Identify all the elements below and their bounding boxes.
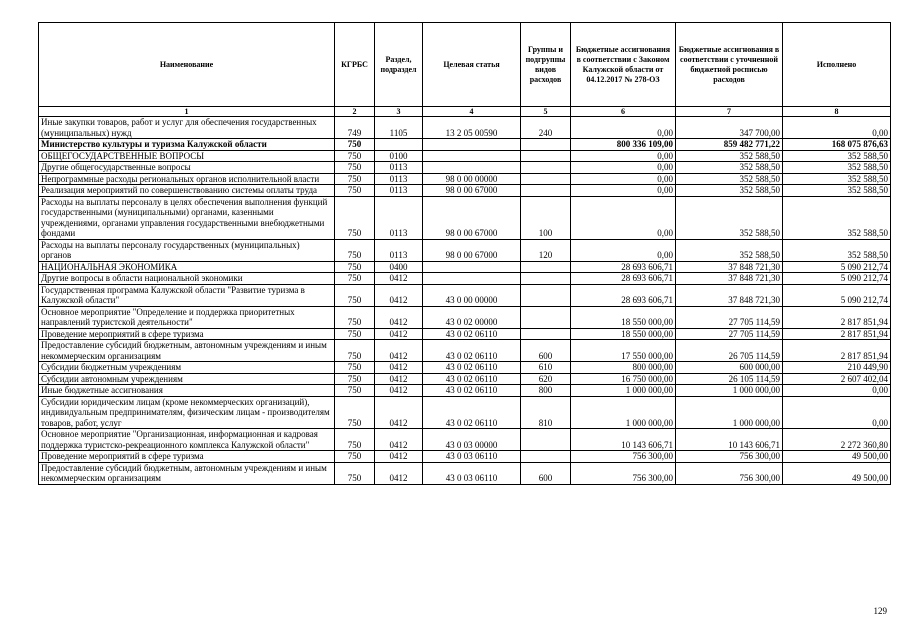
- cell-law: 756 300,00: [571, 462, 676, 484]
- cell-name: Субсидии юридическим лицам (кроме некоммерческих организаций), индивидуальным предпринимателям, физическим лицам - производителям товаров, работ, услуг: [39, 396, 335, 429]
- cell-refined: 27 705 114,59: [676, 328, 783, 340]
- cell-executed: 2 817 851,94: [783, 340, 891, 362]
- cell-law: 18 550 000,00: [571, 328, 676, 340]
- cell-vr: 240: [521, 117, 571, 139]
- cell-name: Предоставление субсидий бюджетным, автономным учреждениям и иным некоммерческим организациям: [39, 340, 335, 362]
- col-num: 1: [39, 107, 335, 117]
- cell-razdel: 0412: [375, 284, 423, 306]
- cell-vr: [521, 284, 571, 306]
- cell-law: 0,00: [571, 150, 676, 162]
- header-executed: Исполнено: [783, 23, 891, 107]
- cell-law: 800 336 109,00: [571, 139, 676, 151]
- col-num: 8: [783, 107, 891, 117]
- cell-name: Иные закупки товаров, работ и услуг для обеспечения государственных (муниципальных) нужд: [39, 117, 335, 139]
- cell-executed: 352 588,50: [783, 162, 891, 174]
- cell-name: Проведение мероприятий в сфере туризма: [39, 328, 335, 340]
- cell-executed: 352 588,50: [783, 196, 891, 239]
- cell-target: 43 0 02 06110: [423, 396, 521, 429]
- cell-refined: 352 588,50: [676, 196, 783, 239]
- table-row: [39, 373, 891, 385]
- cell-name: Проведение мероприятий в сфере туризма: [39, 451, 335, 463]
- cell-razdel: 1105: [375, 117, 423, 139]
- cell-vr: [521, 173, 571, 185]
- cell-kgrbs: 750: [335, 139, 375, 151]
- cell-refined: 352 588,50: [676, 162, 783, 174]
- cell-vr: [521, 261, 571, 273]
- cell-target: 13 2 05 00590: [423, 117, 521, 139]
- cell-vr: 620: [521, 373, 571, 385]
- cell-executed: 352 588,50: [783, 239, 891, 261]
- cell-executed: 49 500,00: [783, 451, 891, 463]
- cell-name: Предоставление субсидий бюджетным, автономным учреждениям и иным некоммерческим организациям: [39, 462, 335, 484]
- cell-executed: 352 588,50: [783, 150, 891, 162]
- cell-law: 0,00: [571, 117, 676, 139]
- table-row: [39, 306, 891, 328]
- cell-razdel: 0412: [375, 273, 423, 285]
- cell-name: Государственная программа Калужской области "Развитие туризма в Калужской области": [39, 284, 335, 306]
- cell-vr: 800: [521, 385, 571, 397]
- cell-name: ОБЩЕГОСУДАРСТВЕННЫЕ ВОПРОСЫ: [39, 150, 335, 162]
- cell-law: 0,00: [571, 196, 676, 239]
- cell-target: [423, 150, 521, 162]
- cell-razdel: 0113: [375, 173, 423, 185]
- cell-executed: 0,00: [783, 396, 891, 429]
- cell-target: 43 0 03 00000: [423, 429, 521, 451]
- cell-target: [423, 162, 521, 174]
- cell-law: 0,00: [571, 239, 676, 261]
- cell-kgrbs: 750: [335, 328, 375, 340]
- cell-kgrbs: 750: [335, 284, 375, 306]
- cell-target: [423, 273, 521, 285]
- cell-executed: 2 272 360,80: [783, 429, 891, 451]
- cell-kgrbs: 750: [335, 196, 375, 239]
- header-groups: Группы и подгруппы видов расходов: [521, 23, 571, 107]
- cell-vr: [521, 306, 571, 328]
- col-num: 7: [676, 107, 783, 117]
- cell-vr: [521, 162, 571, 174]
- cell-razdel: 0412: [375, 451, 423, 463]
- cell-target: 43 0 02 06110: [423, 373, 521, 385]
- col-num: 2: [335, 107, 375, 117]
- cell-executed: 0,00: [783, 385, 891, 397]
- cell-vr: [521, 429, 571, 451]
- cell-kgrbs: 750: [335, 340, 375, 362]
- cell-razdel: 0412: [375, 328, 423, 340]
- cell-vr: [521, 328, 571, 340]
- cell-refined: 352 588,50: [676, 239, 783, 261]
- cell-target: [423, 139, 521, 151]
- cell-executed: 2 607 402,04: [783, 373, 891, 385]
- cell-razdel: 0113: [375, 185, 423, 197]
- cell-kgrbs: 750: [335, 261, 375, 273]
- cell-razdel: [375, 139, 423, 151]
- cell-target: 43 0 03 06110: [423, 462, 521, 484]
- cell-law: 28 693 606,71: [571, 261, 676, 273]
- cell-vr: 610: [521, 362, 571, 374]
- table-row: [39, 284, 891, 306]
- cell-target: 43 0 00 00000: [423, 284, 521, 306]
- cell-executed: 0,00: [783, 117, 891, 139]
- cell-executed: 2 817 851,94: [783, 306, 891, 328]
- header-row: [39, 23, 891, 107]
- cell-kgrbs: 750: [335, 162, 375, 174]
- cell-kgrbs: 750: [335, 273, 375, 285]
- cell-name: НАЦИОНАЛЬНАЯ ЭКОНОМИКА: [39, 261, 335, 273]
- table-row: [39, 173, 891, 185]
- cell-kgrbs: 750: [335, 185, 375, 197]
- cell-kgrbs: 750: [335, 150, 375, 162]
- cell-razdel: 0412: [375, 373, 423, 385]
- table-row: [39, 396, 891, 429]
- header-refined: Бюджетные ассигнования в соответствии с уточненной бюджетной росписью расходов: [676, 23, 783, 107]
- cell-refined: 352 588,50: [676, 173, 783, 185]
- cell-refined: 37 848 721,30: [676, 261, 783, 273]
- cell-vr: [521, 139, 571, 151]
- cell-refined: 26 105 114,59: [676, 373, 783, 385]
- table-row: [39, 162, 891, 174]
- cell-refined: 27 705 114,59: [676, 306, 783, 328]
- header-kgrbs: КГРБС: [335, 23, 375, 107]
- cell-target: 43 0 02 00000: [423, 306, 521, 328]
- cell-target: 43 0 02 06110: [423, 328, 521, 340]
- cell-refined: 37 848 721,30: [676, 273, 783, 285]
- cell-law: 18 550 000,00: [571, 306, 676, 328]
- cell-refined: 756 300,00: [676, 451, 783, 463]
- cell-kgrbs: 749: [335, 117, 375, 139]
- cell-razdel: 0113: [375, 239, 423, 261]
- cell-kgrbs: 750: [335, 362, 375, 374]
- cell-refined: 1 000 000,00: [676, 396, 783, 429]
- cell-name: Реализация мероприятий по совершенствованию системы оплаты труда: [39, 185, 335, 197]
- cell-kgrbs: 750: [335, 173, 375, 185]
- cell-kgrbs: 750: [335, 429, 375, 451]
- cell-refined: 37 848 721,30: [676, 284, 783, 306]
- cell-target: 98 0 00 67000: [423, 196, 521, 239]
- cell-razdel: 0113: [375, 162, 423, 174]
- table-row: [39, 150, 891, 162]
- table-row: [39, 239, 891, 261]
- cell-name: Расходы на выплаты персоналу государственных (муниципальных) органов: [39, 239, 335, 261]
- table-row: [39, 451, 891, 463]
- cell-name: Субсидии автономным учреждениям: [39, 373, 335, 385]
- cell-kgrbs: 750: [335, 373, 375, 385]
- cell-law: 0,00: [571, 162, 676, 174]
- col-num: 4: [423, 107, 521, 117]
- header-name: Наименование: [39, 23, 335, 107]
- table-row: [39, 117, 891, 139]
- cell-kgrbs: 750: [335, 396, 375, 429]
- cell-refined: 600 000,00: [676, 362, 783, 374]
- cell-law: 28 693 606,71: [571, 273, 676, 285]
- cell-razdel: 0113: [375, 196, 423, 239]
- cell-executed: 210 449,90: [783, 362, 891, 374]
- cell-name: Другие вопросы в области национальной экономики: [39, 273, 335, 285]
- cell-razdel: 0412: [375, 385, 423, 397]
- cell-vr: [521, 150, 571, 162]
- cell-vr: 600: [521, 340, 571, 362]
- cell-razdel: 0412: [375, 396, 423, 429]
- cell-vr: 600: [521, 462, 571, 484]
- cell-razdel: 0400: [375, 261, 423, 273]
- cell-target: [423, 261, 521, 273]
- cell-target: 43 0 03 06110: [423, 451, 521, 463]
- cell-kgrbs: 750: [335, 451, 375, 463]
- cell-target: 43 0 02 06110: [423, 362, 521, 374]
- cell-refined: 859 482 771,22: [676, 139, 783, 151]
- header-razdel: Раздел, подраздел: [375, 23, 423, 107]
- table-row: [39, 340, 891, 362]
- cell-vr: [521, 273, 571, 285]
- cell-razdel: 0412: [375, 462, 423, 484]
- cell-target: 98 0 00 00000: [423, 173, 521, 185]
- table-row: [39, 362, 891, 374]
- cell-name: Основное мероприятие "Организационная, информационная и кадровая поддержка туристско-рекреационного комплекса Калужской области": [39, 429, 335, 451]
- cell-refined: 347 700,00: [676, 117, 783, 139]
- cell-vr: [521, 451, 571, 463]
- col-num: 3: [375, 107, 423, 117]
- cell-law: 10 143 606,71: [571, 429, 676, 451]
- cell-executed: 352 588,50: [783, 173, 891, 185]
- cell-vr: [521, 185, 571, 197]
- cell-kgrbs: 750: [335, 385, 375, 397]
- cell-executed: 352 588,50: [783, 185, 891, 197]
- cell-target: 98 0 00 67000: [423, 185, 521, 197]
- cell-refined: 352 588,50: [676, 185, 783, 197]
- cell-law: 1 000 000,00: [571, 396, 676, 429]
- table-row: [39, 385, 891, 397]
- cell-refined: 10 143 606,71: [676, 429, 783, 451]
- cell-law: 17 550 000,00: [571, 340, 676, 362]
- cell-name: Министерство культуры и туризма Калужской области: [39, 139, 335, 151]
- col-num: 5: [521, 107, 571, 117]
- table-row: [39, 273, 891, 285]
- table-row: [39, 328, 891, 340]
- cell-name: Иные бюджетные ассигнования: [39, 385, 335, 397]
- cell-refined: 1 000 000,00: [676, 385, 783, 397]
- cell-name: Субсидии бюджетным учреждениям: [39, 362, 335, 374]
- cell-executed: 49 500,00: [783, 462, 891, 484]
- table-row: [39, 261, 891, 273]
- cell-refined: 26 705 114,59: [676, 340, 783, 362]
- header-law: Бюджетные ассигнования в соответствии с Законом Калужской области от 04.12.2017 № 278-ОЗ: [571, 23, 676, 107]
- cell-kgrbs: 750: [335, 306, 375, 328]
- page-number: 129: [873, 606, 887, 616]
- table-row: [39, 196, 891, 239]
- table-row: [39, 185, 891, 197]
- cell-executed: 5 090 212,74: [783, 261, 891, 273]
- header-target: Целевая статья: [423, 23, 521, 107]
- cell-law: 16 750 000,00: [571, 373, 676, 385]
- cell-law: 756 300,00: [571, 451, 676, 463]
- cell-razdel: 0412: [375, 429, 423, 451]
- cell-law: 800 000,00: [571, 362, 676, 374]
- cell-vr: 100: [521, 196, 571, 239]
- cell-law: 0,00: [571, 185, 676, 197]
- table-row: [39, 462, 891, 484]
- cell-law: 0,00: [571, 173, 676, 185]
- table-row: [39, 139, 891, 151]
- col-num: 6: [571, 107, 676, 117]
- cell-executed: 5 090 212,74: [783, 284, 891, 306]
- table-row: [39, 429, 891, 451]
- cell-target: 43 0 02 06110: [423, 385, 521, 397]
- cell-executed: 168 075 876,63: [783, 139, 891, 151]
- cell-razdel: 0100: [375, 150, 423, 162]
- cell-kgrbs: 750: [335, 239, 375, 261]
- cell-executed: 2 817 851,94: [783, 328, 891, 340]
- cell-refined: 756 300,00: [676, 462, 783, 484]
- cell-refined: 352 588,50: [676, 150, 783, 162]
- cell-executed: 5 090 212,74: [783, 273, 891, 285]
- budget-table: [38, 22, 891, 485]
- cell-razdel: 0412: [375, 340, 423, 362]
- column-numbers-row: [39, 107, 891, 117]
- cell-vr: 810: [521, 396, 571, 429]
- cell-name: Другие общегосударственные вопросы: [39, 162, 335, 174]
- cell-law: 28 693 606,71: [571, 284, 676, 306]
- cell-name: Расходы на выплаты персоналу в целях обеспечения выполнения функций государственными (муниципальными) органами, казенными учреждениями, органами управления государственными внебюджетными фондами: [39, 196, 335, 239]
- cell-kgrbs: 750: [335, 462, 375, 484]
- cell-law: 1 000 000,00: [571, 385, 676, 397]
- cell-name: Основное мероприятие "Определение и поддержка приоритетных направлений туристской деятельности": [39, 306, 335, 328]
- cell-name: Непрограммные расходы региональных органов исполнительной власти: [39, 173, 335, 185]
- cell-target: 98 0 00 67000: [423, 239, 521, 261]
- cell-razdel: 0412: [375, 306, 423, 328]
- cell-vr: 120: [521, 239, 571, 261]
- cell-target: 43 0 02 06110: [423, 340, 521, 362]
- cell-razdel: 0412: [375, 362, 423, 374]
